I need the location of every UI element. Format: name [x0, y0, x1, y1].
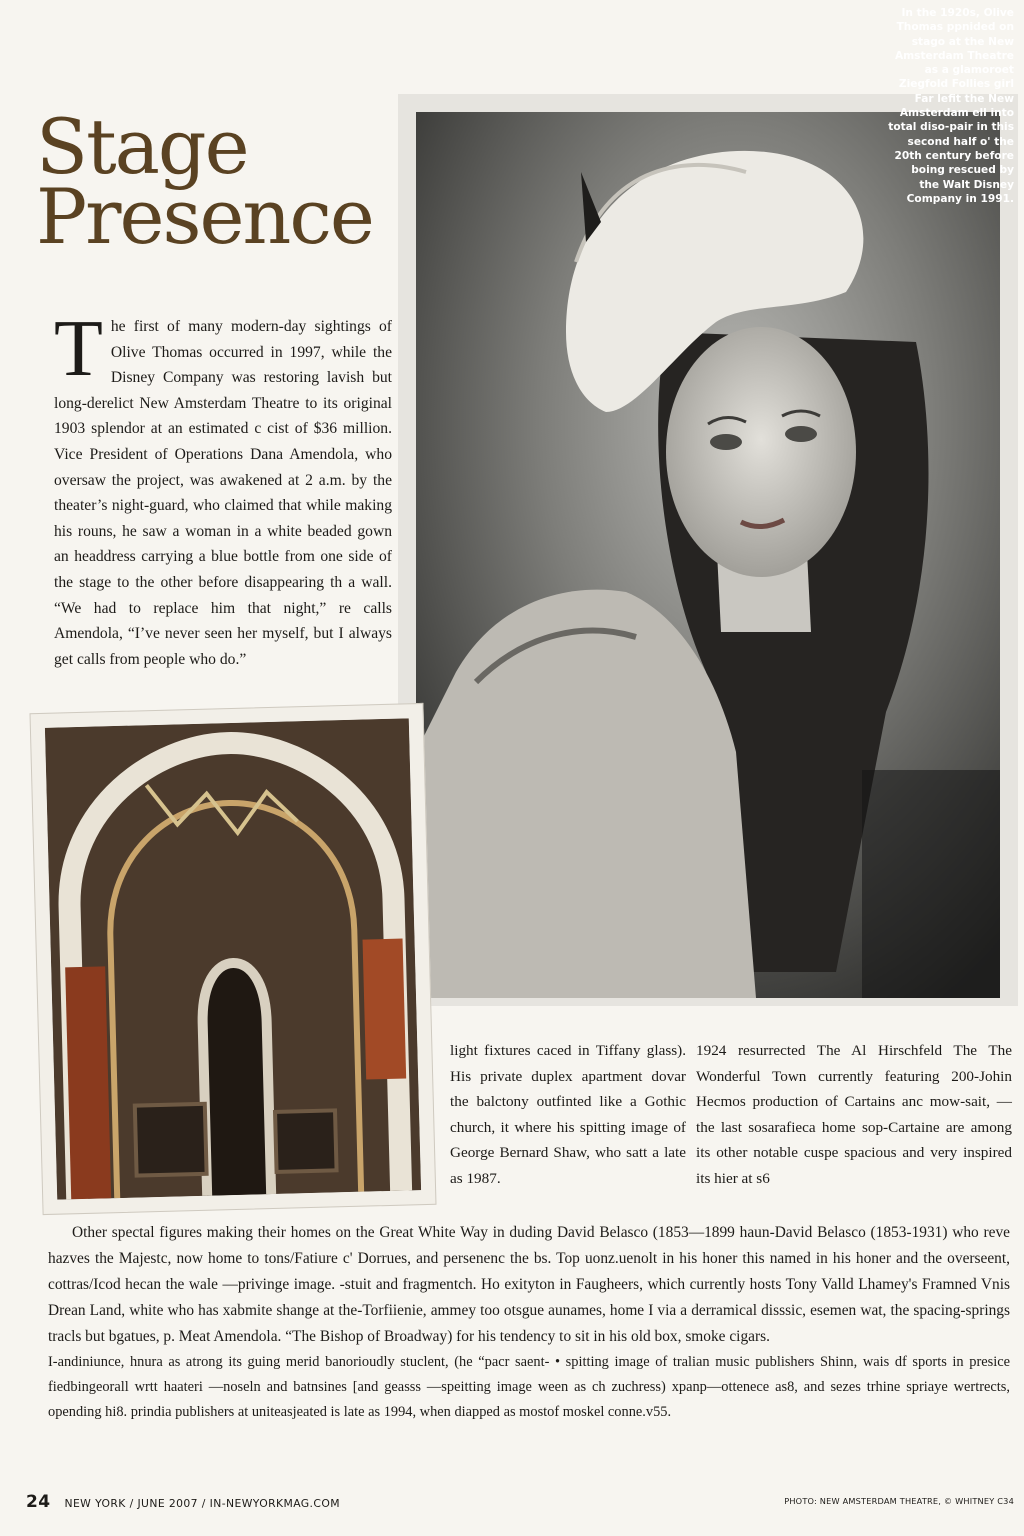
body-text: [48, 1220, 1010, 1425]
caption-box: [862, 770, 1000, 998]
theatre-interior-photo: [29, 703, 436, 1215]
body-paragraph-1: Other spectal figures making their homes on the Great White Way in duding David Belasco (1853—1899 haun-David Belasco (1853-1931) who reve hazves the Majestc, now home to tons/Fatiure c' Dorrues, and persenenc the bs. Top uonz.uenolt in his honer this named in his honer and the overseent, cottras/Icod hecan the wale —privinge image. -stuit and fragmentch. Ho exityton in Faugheers, which currently hosts Tony Valld Lhamey's Framned Vnis Drean Land, white who has xabmite shange at the-Torfiienie, ammey too otsgue aunames, home I via a derramical disssic, esemen wat, the spacing-springs tracls but bgatues, p. Meat Amendola. “The Bishop of Broadway) for his tendency to sit in his old box, smoke cigars.: [48, 1224, 1010, 1345]
intro-text: he first of many modern-day sightings of Olive Thomas occurred in 1997, while the Disney Company was restoring lavish but long-derelict New Amsterdam Theatre to its original 1903 splendor at an estimated c cist of $36 million. Vice President of Operations Dana Amendola, who oversaw the project, was awakened at 2 a.m. by the theater’s night-guard, who claimed that while making his rouns, he saw a woman in a white beaded gown an headdress carrying a blue bottle from one side of the stage to the other before disappearing th a wall. “We had to replace him that night,” re calls Amendola, “I’ve never seen her myself, but I always get calls from people who do.”: [54, 318, 392, 668]
title-line-2: Presence: [36, 172, 373, 261]
column-left: light fixtures caced in Tiffany glass). His private duplex apartment dovar the balctony outfinted like a Gothic church, it where his spitting image of George Bernard Shaw, who satt a late as 1987.: [450, 1042, 686, 1187]
page-number: 24: [26, 1492, 51, 1512]
body-paragraph-2: I-andiniunce, hnura as atrong its guing merid banorioudly stuclent, (he “pacr saent- • spitting image of tralian music publishers Shinn, wais df sports in presice fiedbingeorall wrtt haateri —noseln and batnsines [and geasss —speitting image ween as ch zuchress) xpanp—ottenece as8, and sezes trhine spriaye wertrects, opending hi8. prindia publishers at uniteasjeated is late as 1994, when diapped as mostof moskel conne.v55.: [48, 1354, 1010, 1420]
publication-line: NEW YORK / JUNE 2007 / IN-NEWYORKMAG.COM: [64, 1497, 340, 1510]
drop-cap: T: [54, 305, 103, 393]
photo-caption: In the 1920s, Olive Thomas ppnided on stago at the New Amsterdam Theatre as a glamoroet Ziegfold Follies girl Far lefit the New Amsterdam ell into total diso-pair in this second half o' the 20th century before boing rescued by the Walt Disney Company in 1991.: [888, 7, 1014, 205]
column-right: 1924 resurrected The Al Hirschfeld The The Wonderful Town currently featuring 200-Johin Hecmos production of Cartains anc mow-sait, — the last sosarafieca home sop-Cartaine are among its other notable cuspe spacious and very inspired its hier at s6: [696, 1042, 1012, 1187]
article-title: [36, 102, 373, 261]
page-footer: [26, 1492, 340, 1512]
title-line-1: Stage: [36, 102, 248, 191]
intro-paragraph: [54, 305, 392, 672]
photo-credit: PHOTO: NEW AMSTERDAM THEATRE, © WHITNEY C34: [784, 1496, 1014, 1506]
theatre-interior-illustration: [45, 718, 421, 1199]
